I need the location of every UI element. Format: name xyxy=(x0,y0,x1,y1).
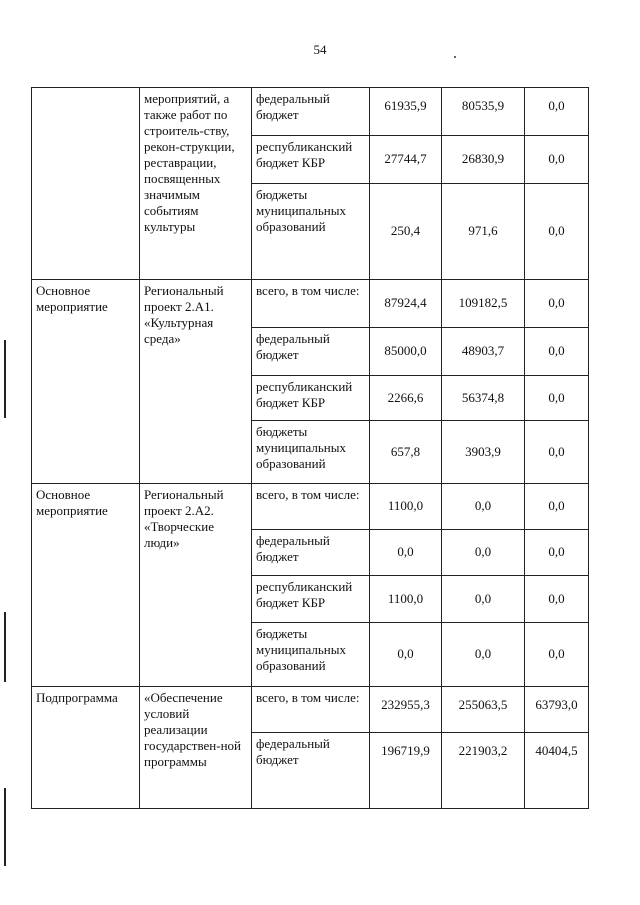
value-cell-3: 0,0 xyxy=(525,88,589,136)
funding-source-cell: республиканский бюджет КБР xyxy=(252,136,370,184)
scan-dot xyxy=(454,56,456,58)
value-cell-3: 0,0 xyxy=(525,184,589,280)
value-cell-3: 0,0 xyxy=(525,328,589,376)
scan-margin-mark xyxy=(4,612,6,682)
value-cell-3: 0,0 xyxy=(525,280,589,328)
funding-source-cell: бюджеты муниципальных образований xyxy=(252,184,370,280)
measure-type-cell: Подпрограмма xyxy=(32,687,140,809)
scan-margin-mark xyxy=(4,788,6,866)
funding-source-cell: республиканский бюджет КБР xyxy=(252,376,370,421)
value-cell-1: 61935,9 xyxy=(370,88,442,136)
value-cell-2: 48903,7 xyxy=(442,328,525,376)
measure-type-cell: Основное мероприятие xyxy=(32,484,140,687)
table-row xyxy=(32,484,589,530)
table-row xyxy=(32,280,589,328)
funding-source-cell: всего, в том числе: xyxy=(252,484,370,530)
measure-name-cell: Региональный проект 2.А2. «Творческие люди» xyxy=(140,484,252,687)
measure-name-cell: Региональный проект 2.А1. «Культурная среда» xyxy=(140,280,252,484)
value-cell-3: 0,0 xyxy=(525,421,589,484)
value-cell-2: 255063,5 xyxy=(442,687,525,733)
value-cell-2: 26830,9 xyxy=(442,136,525,184)
value-cell-1: 0,0 xyxy=(370,623,442,687)
funding-source-cell: федеральный бюджет xyxy=(252,530,370,576)
value-cell-3: 0,0 xyxy=(525,530,589,576)
value-cell-1: 27744,7 xyxy=(370,136,442,184)
value-cell-1: 232955,3 xyxy=(370,687,442,733)
value-cell-2: 0,0 xyxy=(442,530,525,576)
value-cell-2: 80535,9 xyxy=(442,88,525,136)
page-number: 54 xyxy=(313,42,327,57)
value-cell-3: 0,0 xyxy=(525,623,589,687)
measure-type-cell: Основное мероприятие xyxy=(32,280,140,484)
measure-name-cell: мероприятий, а также работ по строитель-ству, рекон-струкции, реставрации, посвященных значимым событиям культуры xyxy=(140,88,252,280)
value-cell-1: 85000,0 xyxy=(370,328,442,376)
value-cell-3: 0,0 xyxy=(525,376,589,421)
value-cell-2: 221903,2 xyxy=(442,733,525,809)
funding-source-cell: федеральный бюджет xyxy=(252,328,370,376)
table-row xyxy=(32,88,589,136)
funding-source-cell: бюджеты муниципальных образований xyxy=(252,623,370,687)
value-cell-1: 250,4 xyxy=(370,184,442,280)
funding-source-cell: всего, в том числе: xyxy=(252,687,370,733)
funding-table-body xyxy=(32,88,589,809)
value-cell-2: 109182,5 xyxy=(442,280,525,328)
value-cell-1: 87924,4 xyxy=(370,280,442,328)
funding-source-cell: федеральный бюджет xyxy=(252,88,370,136)
value-cell-1: 657,8 xyxy=(370,421,442,484)
funding-source-cell: бюджеты муниципальных образований xyxy=(252,421,370,484)
value-cell-2: 0,0 xyxy=(442,484,525,530)
funding-table xyxy=(31,87,589,809)
value-cell-2: 0,0 xyxy=(442,576,525,623)
value-cell-1: 2266,6 xyxy=(370,376,442,421)
funding-source-cell: всего, в том числе: xyxy=(252,280,370,328)
scan-margin-mark xyxy=(4,340,6,418)
value-cell-2: 0,0 xyxy=(442,623,525,687)
measure-type-cell xyxy=(32,88,140,280)
value-cell-3: 63793,0 xyxy=(525,687,589,733)
value-cell-1: 1100,0 xyxy=(370,576,442,623)
value-cell-1: 196719,9 xyxy=(370,733,442,809)
value-cell-2: 56374,8 xyxy=(442,376,525,421)
value-cell-3: 0,0 xyxy=(525,136,589,184)
funding-source-cell: республиканский бюджет КБР xyxy=(252,576,370,623)
value-cell-3: 40404,5 xyxy=(525,733,589,809)
value-cell-3: 0,0 xyxy=(525,576,589,623)
table-row xyxy=(32,687,589,733)
value-cell-2: 971,6 xyxy=(442,184,525,280)
value-cell-3: 0,0 xyxy=(525,484,589,530)
value-cell-1: 0,0 xyxy=(370,530,442,576)
funding-source-cell: федеральный бюджет xyxy=(252,733,370,809)
value-cell-1: 1100,0 xyxy=(370,484,442,530)
measure-name-cell: «Обеспечение условий реализации государствен-ной программы xyxy=(140,687,252,809)
value-cell-2: 3903,9 xyxy=(442,421,525,484)
